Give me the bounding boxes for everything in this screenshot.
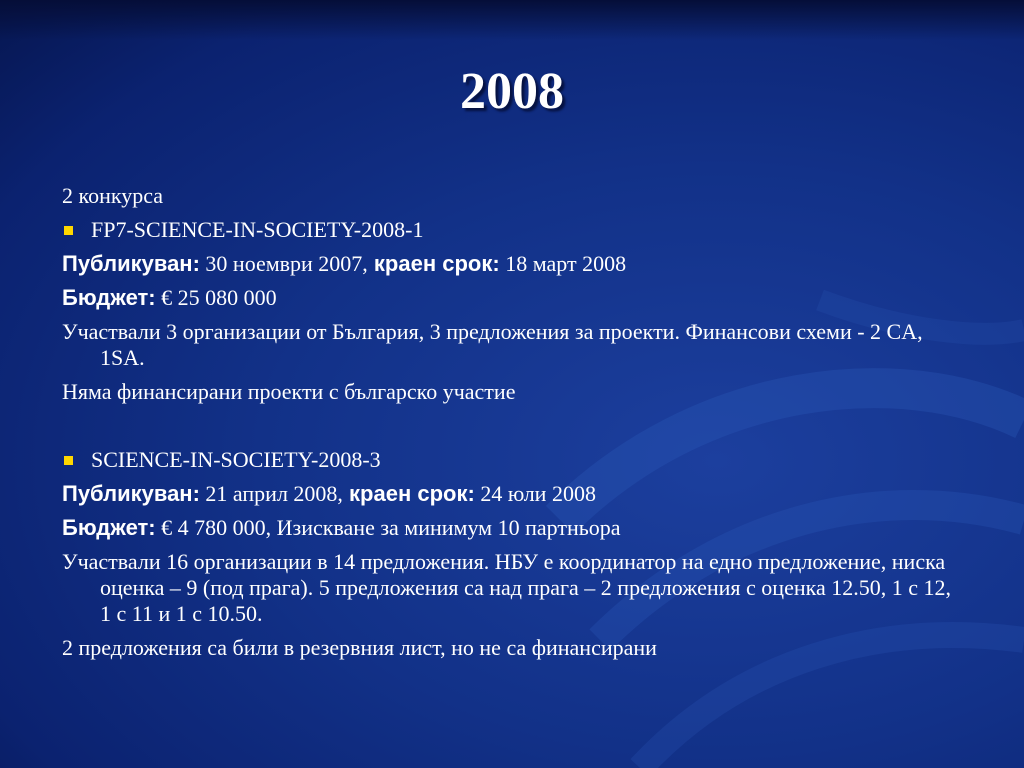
call-2-result: 2 предложения са били в резервния лист, но не са финансирани bbox=[62, 635, 657, 660]
call-2-heading bbox=[62, 447, 962, 473]
call-2-name: SCIENCE-IN-SOCIETY-2008-3 bbox=[91, 447, 381, 472]
slide-body bbox=[62, 183, 962, 669]
published-label: Публикуван: bbox=[62, 481, 200, 506]
intro-line: 2 конкурса bbox=[62, 183, 164, 208]
call-2-participation: Участвали 16 организации в 14 предложения. НБУ е координатор на едно предложение, ниска оценка – 9 (под прага). 5 предложения са над прага – 2 предложения с оценка 12.50, 1 с 12, 1 с 11 и 1 с 10.50. bbox=[62, 549, 951, 626]
published-value: 30 ноември 2007, bbox=[199, 251, 368, 276]
call-1-budget bbox=[62, 285, 962, 311]
deadline-label: краен срок: bbox=[342, 481, 475, 506]
spacer bbox=[62, 413, 962, 447]
deadline-value: 24 юли 2008 bbox=[474, 481, 596, 506]
budget-value: € 4 780 000, Изискване за минимум 10 партньора bbox=[155, 515, 621, 540]
slide-title: 2008 bbox=[460, 63, 564, 120]
call-1-result: Няма финансирани проекти с българско участие bbox=[62, 379, 516, 404]
call-1-participation: Участвали 3 организации от България, 3 предложения за проекти. Финансови схеми - 2 CA, 1SA. bbox=[62, 319, 923, 370]
call-1-heading bbox=[62, 217, 962, 243]
budget-value: € 25 080 000 bbox=[155, 285, 277, 310]
call-2-budget bbox=[62, 515, 962, 541]
square-bullet-icon bbox=[64, 456, 73, 465]
top-shadow-band bbox=[0, 0, 1024, 40]
published-value: 21 април 2008, bbox=[199, 481, 343, 506]
call-1-name: FP7-SCIENCE-IN-SOCIETY-2008-1 bbox=[91, 217, 424, 242]
budget-label: Бюджет: bbox=[62, 285, 156, 310]
call-1-dates bbox=[62, 251, 962, 277]
call-2-dates bbox=[62, 481, 962, 507]
deadline-value: 18 март 2008 bbox=[499, 251, 627, 276]
budget-label: Бюджет: bbox=[62, 515, 156, 540]
square-bullet-icon bbox=[64, 226, 73, 235]
deadline-label: краен срок: bbox=[367, 251, 500, 276]
published-label: Публикуван: bbox=[62, 251, 200, 276]
